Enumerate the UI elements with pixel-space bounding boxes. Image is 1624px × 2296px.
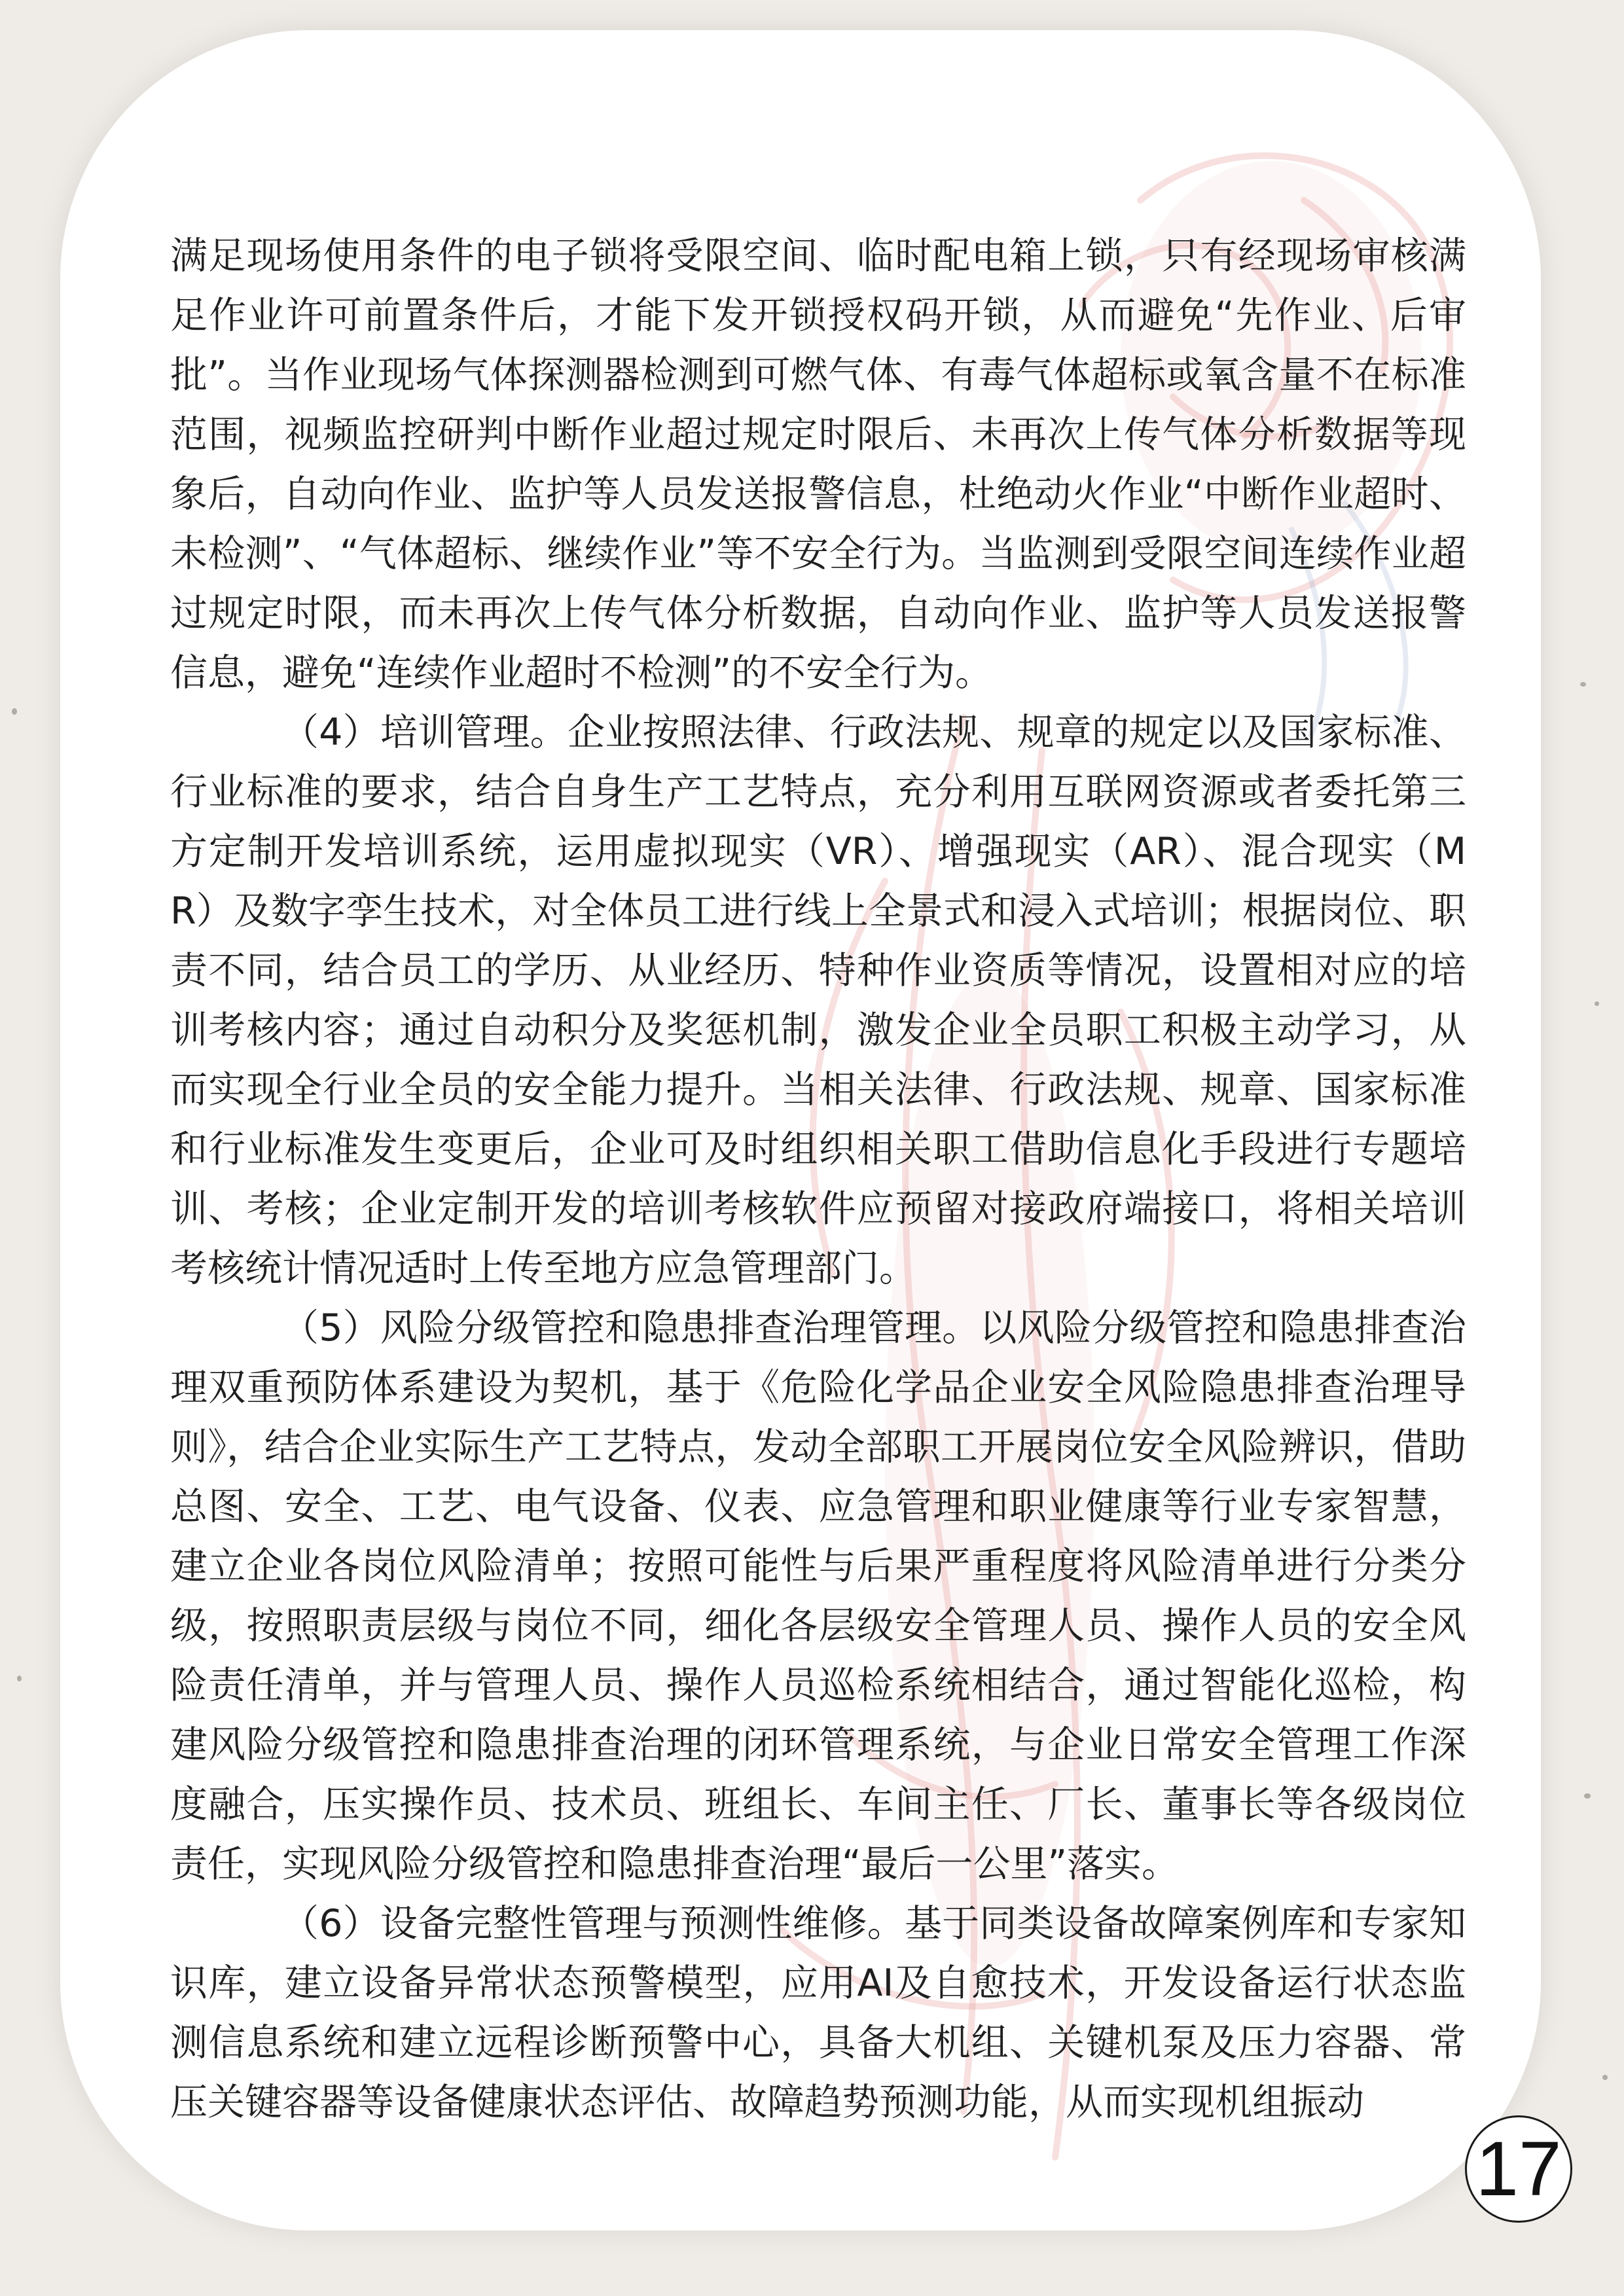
page-number: 17 (1465, 2115, 1572, 2223)
document-body (170, 226, 1466, 2132)
background-speckle (1595, 1001, 1599, 1006)
page-card (60, 30, 1541, 2231)
background-speckle (17, 1676, 22, 1681)
paragraph-equipment-integrity: （6）设备完整性管理与预测性维修。基于同类设备故障案例库和专家知识库，建立设备异常状态预警模型，应用AI及自愈技术，开发设备运行状态监测信息系统和建立远程诊断预警中心，具备大机组、关键机泵及压力容器、常压关键容器等设备健康状态评估、故障趋势预测功能，从而实现机组振动 (170, 1902, 1466, 2124)
paragraph-risk-management: （5）风险分级管控和隐患排查治理管理。以风险分级管控和隐患排查治理双重预防体系建设为契机，基于《危险化学品企业安全风险隐患排查治理导则》，结合企业实际生产工艺特点，发动全部职工开展岗位安全风险辨识，借助总图、安全、工艺、电气设备、仪表、应急管理和职业健康等行业专家智慧，建立企业各岗位风险清单；按照可能性与后果严重程度将风险清单进行分类分级，按照职责层级与岗位不同，细化各层级安全管理人员、操作人员的安全风险责任清单，并与管理人员、操作人员巡检系统相结合，通过智能化巡检，构建风险分级管控和隐患排查治理的闭环管理系统，与企业日常安全管理工作深度融合，压实操作员、技术员、班组长、车间主任、厂长、董事长等各级岗位责任，实现风险分级管控和隐患排查治理“最后一公里”落实。 (170, 1306, 1466, 1886)
background-speckle (1602, 2075, 1608, 2080)
paragraph-gas-monitoring: 满足现场使用条件的电子锁将受限空间、临时配电箱上锁，只有经现场审核满足作业许可前置条件后，才能下发开锁授权码开锁，从而避免“先作业、后审批”。当作业现场气体探测器检测到可燃气体、有毒气体超标或氧含量不在标准范围，视频监控研判中断作业超过规定时限后、未再次上传气体分析数据等现象后，自动向作业、监护等人员发送报警信息，杜绝动火作业“中断作业超时、未检测”、“气体超标、继续作业”等不安全行为。当监测到受限空间连续作业超过规定时限，而未再次上传气体分析数据，自动向作业、监护等人员发送报警信息，避免“连续作业超时不检测”的不安全行为。 (170, 234, 1466, 694)
paragraph-training-management: （4）培训管理。企业按照法律、行政法规、规章的规定以及国家标准、行业标准的要求，结合自身生产工艺特点，充分利用互联网资源或者委托第三方定制开发培训系统，运用虚拟现实（VR）、增强现实（AR）、混合现实（MR）及数字孪生技术，对全体员工进行线上全景式和浸入式培训；根据岗位、职责不同，结合员工的学历、从业经历、特种作业资质等情况，设置相对应的培训考核内容；通过自动积分及奖惩机制，激发企业全员职工积极主动学习，从而实现全行业全员的安全能力提升。当相关法律、行政法规、规章、国家标准和行业标准发生变更后，企业可及时组织相关职工借助信息化手段进行专题培训、考核；企业定制开发的培训考核软件应预留对接政府端接口，将相关培训考核统计情况适时上传至地方应急管理部门。 (170, 711, 1466, 1290)
background-speckle (1580, 682, 1586, 687)
background-speckle (12, 708, 17, 715)
background-speckle (1584, 1793, 1591, 1799)
